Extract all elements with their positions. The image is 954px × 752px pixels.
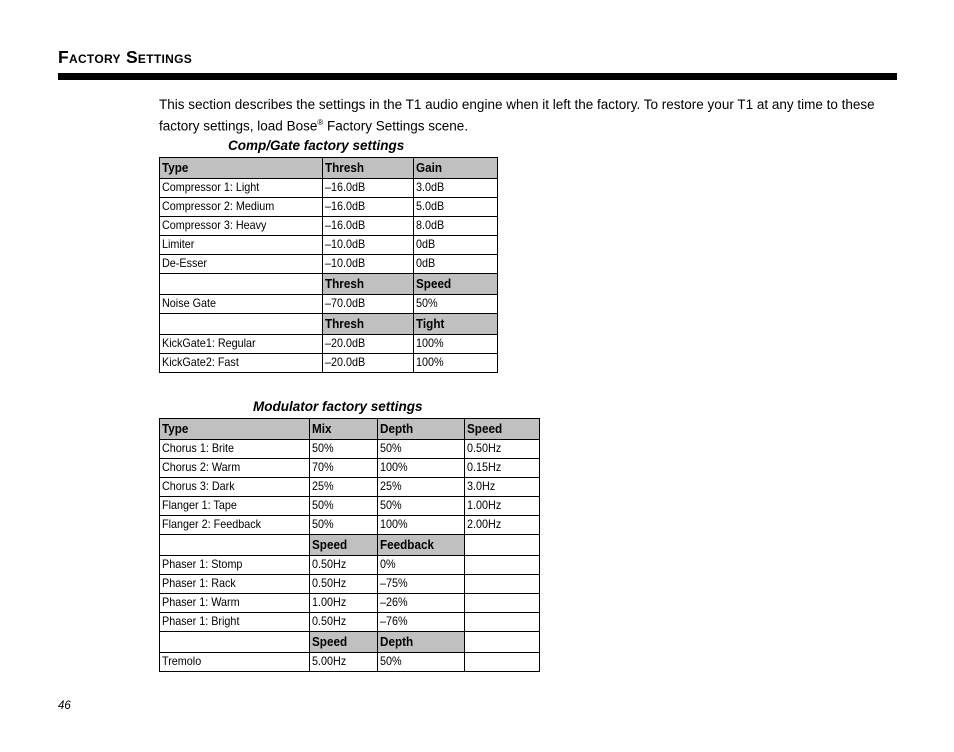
type-cell: Chorus 1: Brite bbox=[160, 440, 310, 459]
table-row bbox=[160, 653, 540, 672]
type-cell: Phaser 1: Warm bbox=[160, 594, 310, 613]
comp-gate-caption: Comp/Gate factory settings bbox=[228, 138, 405, 153]
tight-cell: 100% bbox=[414, 335, 498, 354]
column-header: Speed bbox=[465, 419, 540, 440]
column-header: Depth bbox=[378, 419, 465, 440]
table-row bbox=[160, 295, 498, 314]
column-header: Speed bbox=[310, 535, 378, 556]
type-cell: Compressor 3: Heavy bbox=[160, 217, 323, 236]
column-header: Feedback bbox=[378, 535, 465, 556]
thresh-cell: –16.0dB bbox=[323, 179, 414, 198]
type-cell: Chorus 2: Warm bbox=[160, 459, 310, 478]
type-cell: De-Esser bbox=[160, 255, 323, 274]
table-row bbox=[160, 335, 498, 354]
table-row bbox=[160, 198, 498, 217]
empty-cell bbox=[465, 594, 540, 613]
empty-cell bbox=[465, 613, 540, 632]
table-row bbox=[160, 255, 498, 274]
empty-cell bbox=[160, 632, 310, 653]
column-header: Depth bbox=[378, 632, 465, 653]
table-row bbox=[160, 179, 498, 198]
type-cell: Compressor 1: Light bbox=[160, 179, 323, 198]
mix-cell: 50% bbox=[310, 516, 378, 535]
empty-cell bbox=[160, 314, 323, 335]
type-cell: KickGate2: Fast bbox=[160, 354, 323, 373]
speed-cell: 0.50Hz bbox=[310, 575, 378, 594]
empty-cell bbox=[465, 556, 540, 575]
mix-cell: 50% bbox=[310, 440, 378, 459]
table-row bbox=[160, 575, 540, 594]
speed-cell: 0.50Hz bbox=[310, 613, 378, 632]
mix-cell: 25% bbox=[310, 478, 378, 497]
depth-cell: 25% bbox=[378, 478, 465, 497]
empty-cell bbox=[160, 535, 310, 556]
table-row bbox=[160, 354, 498, 373]
empty-cell bbox=[465, 575, 540, 594]
intro-text: This section describes the settings in the T1 audio engine when it left the factory. To restore your T1 at any time to these factory settings, load Bose bbox=[159, 97, 875, 134]
column-header: Type bbox=[160, 419, 310, 440]
column-header: Mix bbox=[310, 419, 378, 440]
registered-mark: ® bbox=[317, 118, 324, 127]
page-title: Factory Settings bbox=[58, 47, 193, 67]
depth-cell: 100% bbox=[378, 459, 465, 478]
type-cell: Compressor 2: Medium bbox=[160, 198, 323, 217]
speed-cell: 1.00Hz bbox=[310, 594, 378, 613]
feedback-cell: –76% bbox=[378, 613, 465, 632]
type-cell: Limiter bbox=[160, 236, 323, 255]
gain-cell: 0dB bbox=[414, 236, 498, 255]
comp-gate-subheader-row bbox=[160, 314, 498, 335]
column-header: Gain bbox=[414, 158, 498, 179]
page-number: 46 bbox=[58, 700, 71, 712]
type-cell: Phaser 1: Rack bbox=[160, 575, 310, 594]
speed-cell: 3.0Hz bbox=[465, 478, 540, 497]
column-header: Speed bbox=[310, 632, 378, 653]
type-cell: Noise Gate bbox=[160, 295, 323, 314]
table-row bbox=[160, 516, 540, 535]
feedback-cell: –26% bbox=[378, 594, 465, 613]
type-cell: KickGate1: Regular bbox=[160, 335, 323, 354]
thresh-cell: –10.0dB bbox=[323, 236, 414, 255]
column-header: Thresh bbox=[323, 274, 414, 295]
modulator-table bbox=[159, 418, 540, 672]
thresh-cell: –70.0dB bbox=[323, 295, 414, 314]
gain-cell: 3.0dB bbox=[414, 179, 498, 198]
empty-cell bbox=[465, 535, 540, 556]
gain-cell: 0dB bbox=[414, 255, 498, 274]
speed-cell: 2.00Hz bbox=[465, 516, 540, 535]
table-row bbox=[160, 497, 540, 516]
thresh-cell: –20.0dB bbox=[323, 335, 414, 354]
thresh-cell: –10.0dB bbox=[323, 255, 414, 274]
speed-cell: 5.00Hz bbox=[310, 653, 378, 672]
intro-text-end: Factory Settings scene. bbox=[323, 118, 469, 134]
speed-cell: 0.50Hz bbox=[310, 556, 378, 575]
column-header: Tight bbox=[414, 314, 498, 335]
thresh-cell: –16.0dB bbox=[323, 198, 414, 217]
comp-gate-header-row bbox=[160, 158, 498, 179]
title-rule bbox=[58, 73, 897, 80]
empty-cell bbox=[465, 632, 540, 653]
speed-cell: 0.50Hz bbox=[465, 440, 540, 459]
type-cell: Chorus 3: Dark bbox=[160, 478, 310, 497]
empty-cell bbox=[160, 274, 323, 295]
mix-cell: 70% bbox=[310, 459, 378, 478]
type-cell: Tremolo bbox=[160, 653, 310, 672]
speed-cell: 50% bbox=[414, 295, 498, 314]
thresh-cell: –20.0dB bbox=[323, 354, 414, 373]
table-row bbox=[160, 440, 540, 459]
table-row bbox=[160, 556, 540, 575]
empty-cell bbox=[465, 653, 540, 672]
intro-paragraph bbox=[159, 96, 899, 136]
mix-cell: 50% bbox=[310, 497, 378, 516]
gain-cell: 8.0dB bbox=[414, 217, 498, 236]
modulator-subheader-row bbox=[160, 535, 540, 556]
table-row bbox=[160, 594, 540, 613]
table-row bbox=[160, 459, 540, 478]
depth-cell: 50% bbox=[378, 440, 465, 459]
type-cell: Phaser 1: Stomp bbox=[160, 556, 310, 575]
comp-gate-table bbox=[159, 157, 498, 373]
comp-gate-subheader-row bbox=[160, 274, 498, 295]
depth-cell: 50% bbox=[378, 497, 465, 516]
depth-cell: 100% bbox=[378, 516, 465, 535]
thresh-cell: –16.0dB bbox=[323, 217, 414, 236]
tight-cell: 100% bbox=[414, 354, 498, 373]
table-row bbox=[160, 613, 540, 632]
table-row bbox=[160, 236, 498, 255]
type-cell: Flanger 1: Tape bbox=[160, 497, 310, 516]
depth-cell: 50% bbox=[378, 653, 465, 672]
modulator-header-row bbox=[160, 419, 540, 440]
speed-cell: 1.00Hz bbox=[465, 497, 540, 516]
column-header: Thresh bbox=[323, 158, 414, 179]
table-row bbox=[160, 478, 540, 497]
column-header: Thresh bbox=[323, 314, 414, 335]
type-cell: Flanger 2: Feedback bbox=[160, 516, 310, 535]
table-row bbox=[160, 217, 498, 236]
column-header: Type bbox=[160, 158, 323, 179]
column-header: Speed bbox=[414, 274, 498, 295]
feedback-cell: 0% bbox=[378, 556, 465, 575]
speed-cell: 0.15Hz bbox=[465, 459, 540, 478]
gain-cell: 5.0dB bbox=[414, 198, 498, 217]
feedback-cell: –75% bbox=[378, 575, 465, 594]
type-cell: Phaser 1: Bright bbox=[160, 613, 310, 632]
modulator-subheader-row bbox=[160, 632, 540, 653]
modulator-caption: Modulator factory settings bbox=[253, 399, 423, 414]
